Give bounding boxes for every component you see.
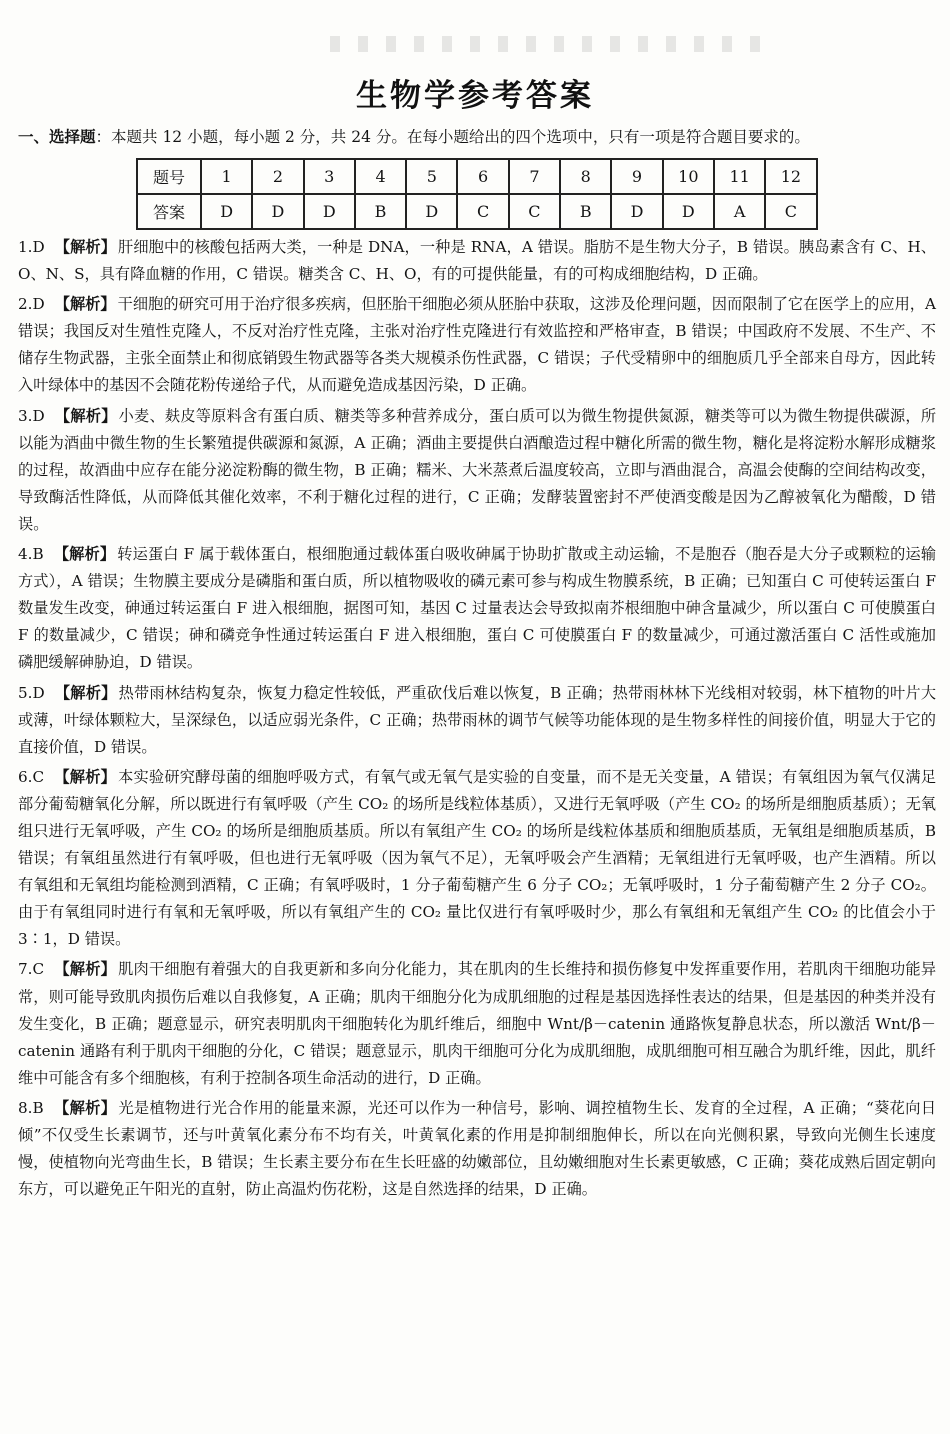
item-text: 本实验研究酵母菌的细胞呼吸方式，有氧气或无氧气是实验的自变量，而不是无关变量，A 错误；有氧组因为氧气仅满足部分葡萄糖氧化分解，所以既进行有氧呼吸（产生 CO₂ 的场所是线粒体基质），又进行无氧呼吸（产生 CO₂ 的场所是细胞质基质）；无氧组只进行无氧呼吸，产生 CO₂ 的场所是细胞质基质。所以有氧组产生 CO₂ 的场所是线粒体基质和细胞质基质，无氧组是细胞质基质，B 错误；有氧组虽然进行有氧呼吸，但也进行无氧呼吸（因为氧气不足），无氧呼吸会产生酒精；无氧组进行无氧呼吸，也产生酒精。所以有氧组和无氧组均能检测到酒精，C 正确；有氧呼吸时，1 分子葡萄糖产生 6 分子 CO₂；无氧呼吸时，1 分子葡萄糖产生 2 分子 CO₂。由于有氧组同时进行有氧和无氧呼吸，所以有氧组产生的 CO₂ 量比仅进行有氧呼吸时少，那么有氧组和无氧组产生 CO₂ 的比值会小于 3∶1，D 错误。 xyxy=(18,767,937,949)
item-number: 6.C xyxy=(18,767,45,786)
row-header-answer: 答案 xyxy=(137,194,201,229)
analysis-tag: 【解析】 xyxy=(54,767,117,786)
item-number: 4.B xyxy=(18,545,44,564)
answer-cell: D xyxy=(252,194,303,229)
question-number: 7 xyxy=(509,159,560,194)
analysis-tag: 【解析】 xyxy=(54,960,117,979)
question-number: 5 xyxy=(406,159,457,194)
answer-cell: A xyxy=(714,194,765,229)
page-title: 生物学参考答案 xyxy=(356,78,594,114)
item-text: 肝细胞中的核酸包括两大类，一种是 DNA，一种是 RNA，A 错误。脂肪不是生物大分子，B 错误。胰岛素含有 C、H、O、N、S，具有降血糖的作用，C 错误。糖类含 C、H、O，有的可提供能量，有的可构成细胞结构，D 正确。 xyxy=(18,238,936,284)
answer-cell: C xyxy=(765,194,816,229)
question-number: 4 xyxy=(355,159,406,194)
analysis-tag: 【解析】 xyxy=(54,683,117,702)
section-label: 一、选择题 xyxy=(18,128,96,146)
item-text: 转运蛋白 F 属于载体蛋白，根细胞通过载体蛋白吸收砷属于协助扩散或主动运输，不是胞吞（胞吞是大分子或颗粒的运输方式），A 错误；生物膜主要成分是磷脂和蛋白质，所以植物吸收的磷元素可参与构成生物膜系统，B 正确；已知蛋白 C 可使转运蛋白 F 数量发生改变，砷通过转运蛋白 F 进入根细胞，据图可知，基因 C 过量表达会导致拟南芥根细胞中砷含量减少，所以蛋白 C 可使膜蛋白 F 的数量减少，C 错误；砷和磷竞争性通过转运蛋白 F 进入根细胞，蛋白 C 可使膜蛋白 F 的数量减少，可通过激活蛋白 C 活性或施加磷肥缓解砷胁迫，D 错误。 xyxy=(18,545,937,672)
analysis-tag: 【解析】 xyxy=(53,1098,117,1117)
item-number: 2.D xyxy=(18,295,45,314)
explanation-item xyxy=(18,680,936,761)
answer-cell: D xyxy=(611,194,662,229)
question-number: 3 xyxy=(304,159,355,194)
explanation-item xyxy=(18,403,936,538)
item-number: 7.C xyxy=(18,960,45,979)
analysis-tag: 【解析】 xyxy=(53,545,116,564)
item-number: 1.D xyxy=(18,238,45,256)
item-text: 光是植物进行光合作用的能量来源，光还可以作为一种信号，影响、调控植物生长、发育的全过程，A 正确；“葵花向日倾”不仅受生长素调节，还与叶黄氧化素分布不均有关，叶黄氧化素的作用是抑制细胞伸长，所以在向光侧积累，导致向光侧生长速度慢，使植物向光弯曲生长，B 错误；生长素主要分布在生长旺盛的幼嫩部位，且幼嫩细胞对生长素更敏感，C 正确；葵花成熟后固定朝向东方，可以避免正午阳光的直射，防止高温灼伤花粉，这是自然选择的结果，D 正确。 xyxy=(18,1098,937,1199)
explanations-list xyxy=(18,234,936,1206)
row-header-number: 题号 xyxy=(137,159,201,194)
explanation-item xyxy=(18,764,936,954)
analysis-tag: 【解析】 xyxy=(54,238,117,256)
item-text: 肌肉干细胞有着强大的自我更新和多向分化能力，其在肌肉的生长维持和损伤修复中发挥重要作用，若肌肉干细胞功能异常，则可能导致肌肉损伤后难以自我修复，A 正确；肌肉干细胞分化为成肌细胞的过程是基因选择性表达的结果，但是基因的种类并没有发生变化，B 正确；题意显示，研究表明肌肉干细胞转化为肌纤维后，细胞中 Wnt/β－catenin 通路恢复静息状态，所以激活 Wnt/β－catenin 通路有利于肌肉干细胞的分化，C 错误；题意显示，肌肉干细胞可分化为成肌细胞，成肌细胞可相互融合为肌纤维，因此，肌纤维中可能含有多个细胞核，有利于控制各项生命活动的进行，D 正确。 xyxy=(18,960,937,1087)
analysis-tag: 【解析】 xyxy=(54,295,116,314)
question-number: 1 xyxy=(201,159,252,194)
answer-cell: D xyxy=(663,194,714,229)
answer-cell: B xyxy=(560,194,611,229)
question-number: 2 xyxy=(252,159,303,194)
scanned-header-residue xyxy=(330,36,770,52)
item-text: 干细胞的研究可用于治疗很多疾病，但胚胎干细胞必须从胚胎中获取，这涉及伦理问题，因而限制了它在医学上的应用，A 错误；我国反对生殖性克隆人，不反对治疗性克隆，主张对治疗性克隆进行有效监控和严格审查，B 错误；中国政府不发展、不生产、不储存生物武器，主张全面禁止和彻底销毁生物武器等各类大规模杀伤性武器，C 错误；子代受精卵中的细胞质几乎全部来自母方，因此转入叶绿体中的基因不会随花粉传递给子代，从而避免造成基因污染，D 正确。 xyxy=(18,295,937,395)
question-number: 8 xyxy=(560,159,611,194)
question-number: 11 xyxy=(714,159,765,194)
item-text: 小麦、麸皮等原料含有蛋白质、糖类等多种营养成分，蛋白质可以为微生物提供氮源，糖类等可以为微生物提供碳源，所以能为酒曲中微生物的生长繁殖提供碳源和氮源，A 正确；酒曲主要提供白酒酿造过程中糖化所需的微生物，糖化是将淀粉水解形成糖浆的过程，故酒曲中应存在能分泌淀粉酶的微生物，B 正确；糯米、大米蒸煮后温度较高，立即与酒曲混合，高温会使酶的空间结构改变，导致酶活性降低，从而降低其催化效率，不利于糖化过程的进行，C 正确；发酵装置密封不严使酒变酸是因为乙醇被氧化为醋酸，D 错误。 xyxy=(18,406,937,533)
explanation-item xyxy=(18,291,936,399)
explanation-item xyxy=(18,956,936,1091)
answer-cell: B xyxy=(355,194,406,229)
explanation-item xyxy=(18,541,936,676)
answer-row xyxy=(137,194,817,229)
answer-table xyxy=(136,158,818,230)
analysis-tag: 【解析】 xyxy=(54,406,117,425)
question-number-row xyxy=(137,159,817,194)
section-instructions: ：本题共 12 小题，每小题 2 分，共 24 分。在每小题给出的四个选项中，只有一项是符合题目要求的。 xyxy=(95,128,810,146)
answer-cell: D xyxy=(304,194,355,229)
question-number: 9 xyxy=(611,159,662,194)
section-intro xyxy=(18,126,938,148)
item-number: 8.B xyxy=(18,1098,44,1117)
answer-cell: D xyxy=(406,194,457,229)
explanation-item xyxy=(18,1095,936,1203)
answer-cell: D xyxy=(201,194,252,229)
question-number: 12 xyxy=(765,159,816,194)
question-number: 10 xyxy=(663,159,714,194)
answer-cell: C xyxy=(457,194,508,229)
item-number: 3.D xyxy=(18,406,45,425)
explanation-item xyxy=(18,234,936,288)
page-crop-edge xyxy=(0,1352,950,1434)
answer-cell: C xyxy=(509,194,560,229)
item-text: 热带雨林结构复杂，恢复力稳定性较低，严重砍伐后难以恢复，B 正确；热带雨林林下光线相对较弱，林下植物的叶片大或薄，叶绿体颗粒大，呈深绿色，以适应弱光条件，C 正确；热带雨林的调节气候等功能体现的是生物多样性的间接价值，明显大于它的直接价值，D 错误。 xyxy=(18,683,937,756)
item-number: 5.D xyxy=(18,683,45,702)
question-number: 6 xyxy=(457,159,508,194)
